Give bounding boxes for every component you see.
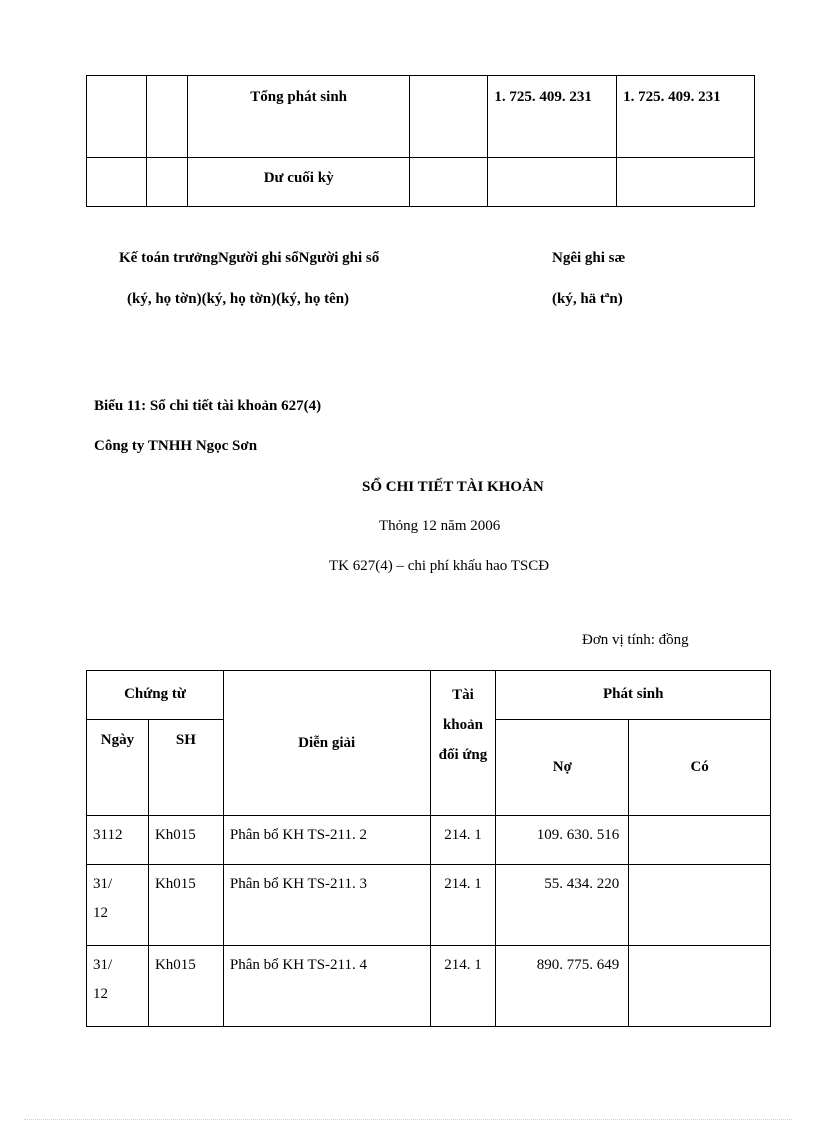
company-name: Công ty TNHH Ngọc Sơn bbox=[94, 438, 258, 454]
row-account: 214. 1 bbox=[430, 816, 496, 865]
header-number: SH bbox=[148, 720, 223, 816]
table-row bbox=[87, 865, 771, 946]
summary-debit bbox=[488, 158, 617, 207]
row-date: 31/ 12 bbox=[87, 865, 149, 946]
header-contra-account bbox=[430, 671, 496, 816]
row-date: 31/ 12 bbox=[87, 946, 149, 1027]
row-credit bbox=[629, 865, 771, 946]
row-debit: 890. 775. 649 bbox=[496, 946, 629, 1027]
summary-debit: 1. 725. 409. 231 bbox=[488, 76, 617, 158]
row-debit: 109. 630. 516 bbox=[496, 816, 629, 865]
row-credit bbox=[629, 816, 771, 865]
row-credit bbox=[629, 946, 771, 1027]
table-row bbox=[87, 816, 771, 865]
header-description: Diễn giải bbox=[223, 671, 430, 816]
cell bbox=[146, 158, 187, 207]
row-debit: 55. 434. 220 bbox=[496, 865, 629, 946]
cell bbox=[410, 76, 488, 158]
row-number: Kh015 bbox=[148, 946, 223, 1027]
header-credit: Có bbox=[629, 720, 771, 816]
header-debit: Nợ bbox=[496, 720, 629, 816]
table-header-row bbox=[87, 671, 771, 720]
summary-credit: 1. 725. 409. 231 bbox=[617, 76, 755, 158]
row-date: 3112 bbox=[87, 816, 149, 865]
signature-titles: Kế toán trưởngNgười ghi sổNgười ghi sổ bbox=[119, 250, 380, 266]
row-number: Kh015 bbox=[148, 865, 223, 946]
page-footer-divider bbox=[24, 1119, 792, 1120]
header-date: Ngày bbox=[87, 720, 149, 816]
page-title: SỔ CHI TIẾT TÀI KHOẢN bbox=[362, 479, 544, 495]
table-row bbox=[87, 158, 755, 207]
unit-label: Đơn vị tính: đồng bbox=[582, 632, 689, 648]
cell bbox=[146, 76, 187, 158]
account-subtitle: TK 627(4) – chi phí khấu hao TSCĐ bbox=[329, 558, 550, 574]
table-row bbox=[87, 946, 771, 1027]
period: Thỏng 12 năm 2006 bbox=[379, 518, 501, 534]
summary-label: Dư cuối kỳ bbox=[187, 158, 410, 207]
row-account: 214. 1 bbox=[430, 946, 496, 1027]
header-voucher: Chứng từ bbox=[87, 671, 224, 720]
detail-table bbox=[86, 670, 771, 1027]
summary-label: Tổng phát sinh bbox=[187, 76, 410, 158]
cell bbox=[410, 158, 488, 207]
cell bbox=[87, 76, 147, 158]
signature-note-right: (ký, hä tªn) bbox=[552, 291, 623, 307]
row-description: Phân bổ KH TS-211. 4 bbox=[223, 946, 430, 1027]
row-account: 214. 1 bbox=[430, 865, 496, 946]
row-number: Kh015 bbox=[148, 816, 223, 865]
header-amount: Phát sinh bbox=[496, 671, 771, 720]
cell bbox=[87, 158, 147, 207]
signature-title-right: Ngêi ghi sæ bbox=[552, 250, 626, 266]
row-description: Phân bổ KH TS-211. 3 bbox=[223, 865, 430, 946]
summary-credit bbox=[617, 158, 755, 207]
signature-notes: (ký, họ tờn)(ký, họ tờn)(ký, họ tên) bbox=[127, 291, 350, 307]
caption: Biểu 11: Sổ chi tiết tài khoản 627(4) bbox=[94, 398, 322, 414]
table-row bbox=[87, 76, 755, 158]
summary-table bbox=[86, 75, 755, 207]
header-contra-account-text: Tài khoản đối ứng bbox=[438, 687, 488, 763]
row-description: Phân bổ KH TS-211. 2 bbox=[223, 816, 430, 865]
